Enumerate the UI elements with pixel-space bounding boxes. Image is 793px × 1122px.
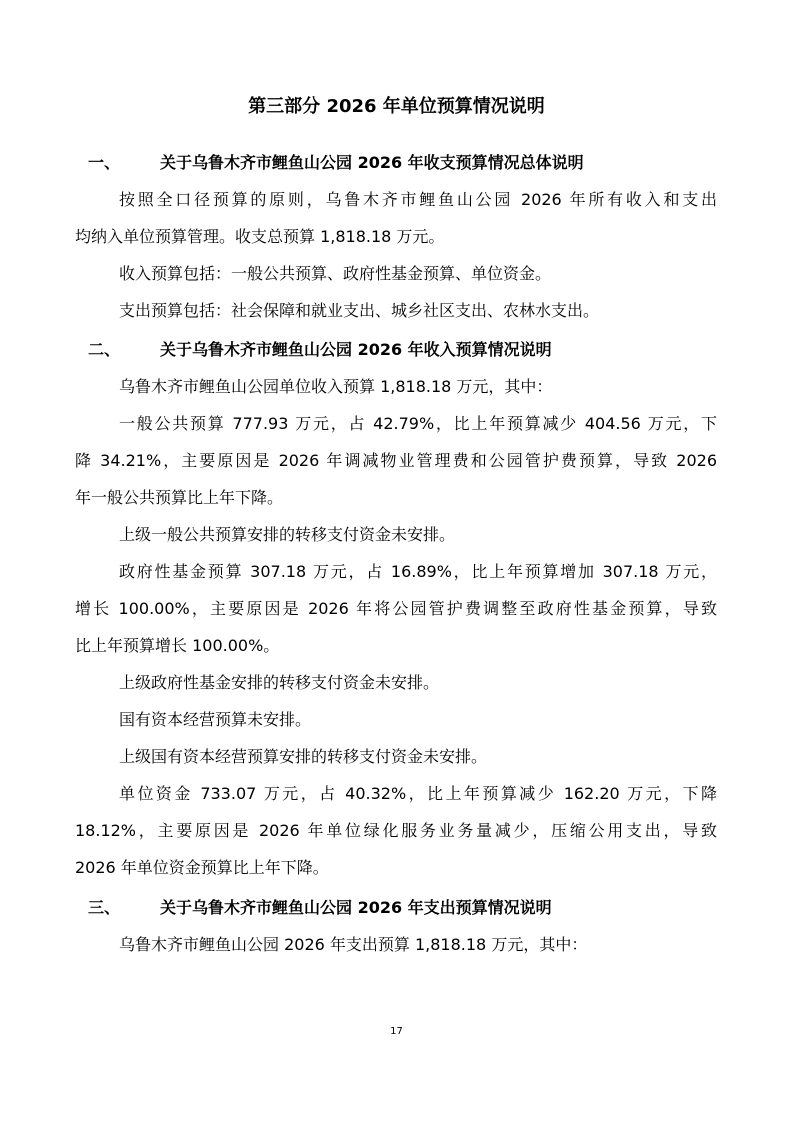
section-1-paragraph-2: 收入预算包括：一般公共预算、政府性基金预算、单位资金。	[119, 264, 552, 283]
section-2-paragraph-4-line-3: 比上年预算增长 100.00%。	[75, 636, 280, 655]
section-2-heading-text: 关于乌鲁木齐市鲤鱼山公园 2026 年收入预算情况说明	[160, 340, 552, 359]
section-1-number: 一、	[88, 153, 121, 172]
section-1-paragraph-1-line-2: 均纳入单位预算管理。收支总预算 1,818.18 万元。	[75, 227, 445, 246]
section-1-paragraph-1-line-1: 按照全口径预算的原则，乌鲁木齐市鲤鱼山公园 2026 年所有收入和支出	[119, 190, 717, 209]
section-1-paragraph-3: 支出预算包括：社会保障和就业支出、城乡社区支出、农林水支出。	[119, 301, 600, 320]
page-number: 17	[390, 1026, 403, 1037]
section-2-paragraph-5: 上级政府性基金安排的转移支付资金未安排。	[119, 673, 440, 692]
section-2-paragraph-2-line-2: 降 34.21%，主要原因是 2026 年调减物业管理费和公园管护费预算，导致 2026	[75, 451, 717, 470]
section-1-heading	[88, 152, 584, 174]
section-2-paragraph-3: 上级一般公共预算安排的转移支付资金未安排。	[119, 525, 456, 544]
section-2-paragraph-2-line-1: 一般公共预算 777.93 万元，占 42.79%，比上年预算减少 404.56 万元，下	[119, 414, 717, 433]
section-3-heading	[88, 897, 552, 919]
section-2-paragraph-4-line-2: 增长 100.00%，主要原因是 2026 年将公园管护费调整至政府性基金预算，导致	[75, 599, 717, 618]
section-2-number: 二、	[88, 340, 121, 359]
section-3-heading-text: 关于乌鲁木齐市鲤鱼山公园 2026 年支出预算情况说明	[160, 898, 552, 917]
section-2-paragraph-8-line-2: 18.12%，主要原因是 2026 年单位绿化服务业务量减少，压缩公用支出，导致	[75, 821, 717, 840]
section-2-paragraph-2-line-3: 年一般公共预算比上年下降。	[75, 488, 284, 507]
section-1-heading-text: 关于乌鲁木齐市鲤鱼山公园 2026 年收支预算情况总体说明	[160, 153, 584, 172]
section-2-paragraph-8-line-3: 2026 年单位资金预算比上年下降。	[75, 858, 329, 877]
page-title: 第三部分 2026 年单位预算情况说明	[248, 96, 545, 117]
section-2-paragraph-1: 乌鲁木齐市鲤鱼山公园单位收入预算 1,818.18 万元，其中：	[119, 377, 553, 396]
section-2-heading	[88, 339, 552, 361]
section-3-paragraph-1: 乌鲁木齐市鲤鱼山公园 2026 年支出预算 1,818.18 万元，其中：	[119, 935, 588, 954]
section-2-paragraph-7: 上级国有资本经营预算安排的转移支付资金未安排。	[119, 747, 488, 766]
section-2-paragraph-6: 国有资本经营预算未安排。	[119, 710, 312, 729]
section-3-number: 三、	[88, 898, 121, 917]
section-2-paragraph-4-line-1: 政府性基金预算 307.18 万元，占 16.89%，比上年预算增加 307.18 万元，	[119, 562, 717, 581]
section-2-paragraph-8-line-1: 单位资金 733.07 万元，占 40.32%，比上年预算减少 162.20 万元，下降	[119, 784, 717, 803]
